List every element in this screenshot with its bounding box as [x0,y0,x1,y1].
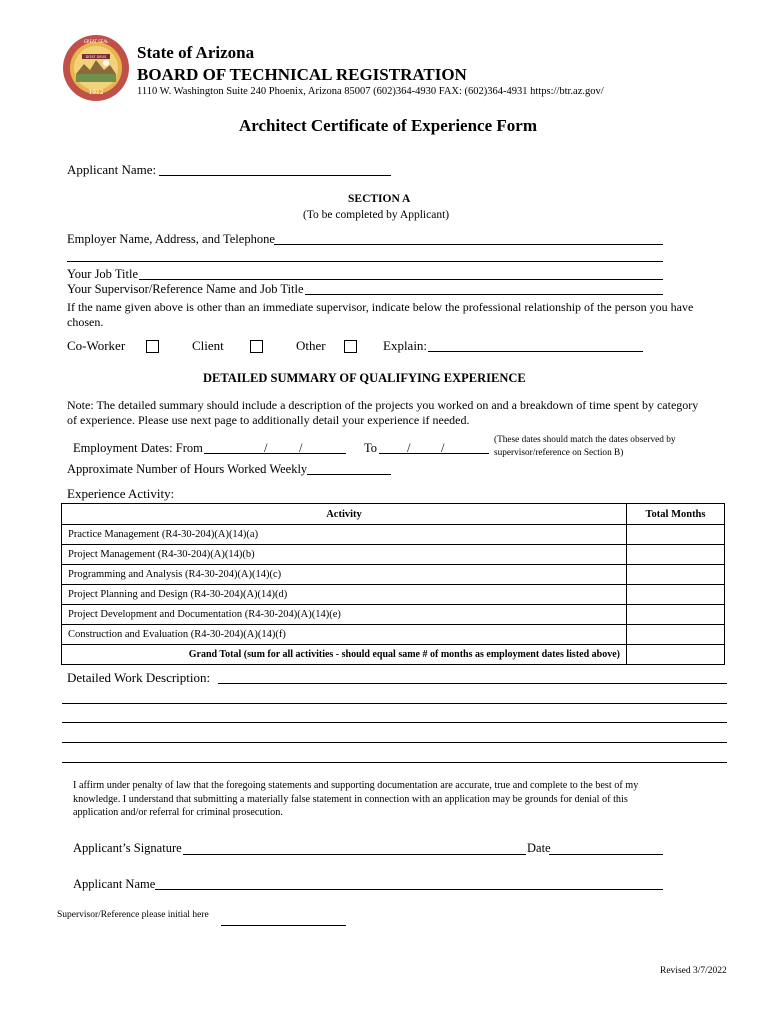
job-title-field[interactable] [139,279,663,280]
detailed-work-label: Detailed Work Description: [67,670,211,685]
option-client-label: Client [192,338,224,353]
hours-label: Approximate Number of Hours Worked Weekly [67,462,308,476]
applicant-name-label: Applicant Name: [67,162,157,177]
activity-cell: Practice Management (R4-30-204)(A)(14)(a) [62,525,627,545]
summary-note: Note: The detailed summary should include a description of the projects you worked on and a breakdown of time spent by category of experience. Please use next page to additionally detail your experience if needed. [67,398,699,427]
months-input-cell[interactable] [627,605,725,625]
table-row [62,565,725,585]
detailed-work-line-5[interactable] [62,762,727,763]
table-row [62,525,725,545]
grand-total-label: Grand Total (sum for all activities - should equal same # of months as employment dates listed above) [62,645,627,665]
svg-text:DITAT DEUS: DITAT DEUS [85,55,107,59]
svg-text:GREAT SEAL: GREAT SEAL [83,39,109,44]
job-title-label: Your Job Title [67,267,138,281]
activity-cell: Project Development and Documentation (R4-30-204)(A)(14)(e) [62,605,627,625]
activity-cell: Programming and Analysis (R4-30-204)(A)(14)(c) [62,565,627,585]
to-date-separator-1: / [407,441,411,455]
co-worker-checkbox[interactable] [146,340,159,353]
activity-cell: Project Planning and Design (R4-30-204)(A)(14)(d) [62,585,627,605]
months-input-cell[interactable] [627,625,725,645]
months-input-cell[interactable] [627,585,725,605]
employer-label: Employer Name, Address, and Telephone [67,232,275,246]
revised-date: Revised 3/7/2022 [660,966,727,976]
months-input-cell[interactable] [627,565,725,585]
supervisor-label: Your Supervisor/Reference Name and Job Title [67,282,304,296]
to-date-separator-2: / [441,441,445,455]
table-row [62,625,725,645]
dates-note: (These dates should match the dates observed by supervisor/reference on Section B) [494,435,676,458]
supervisor-field[interactable] [305,294,663,295]
to-date-field[interactable] [379,453,489,454]
section-a-subtitle: (To be completed by Applicant) [303,209,450,221]
option-other-label: Other [296,338,326,353]
client-checkbox[interactable] [250,340,263,353]
employer-field-line-2[interactable] [67,261,663,262]
summary-title: DETAILED SUMMARY OF QUALIFYING EXPERIENCE [203,371,526,385]
detailed-work-line-2[interactable] [62,703,727,704]
explain-field[interactable] [428,351,643,352]
table-row [62,545,725,565]
hours-field[interactable] [307,474,391,475]
form-title: Architect Certificate of Experience Form [239,116,537,135]
employment-dates-label: Employment Dates: From [73,441,203,455]
initial-field[interactable] [221,925,346,926]
activity-cell: Construction and Evaluation (R4-30-204)(A)(14)(f) [62,625,627,645]
detailed-work-field[interactable] [218,683,727,684]
grand-total-input-cell[interactable] [627,645,725,665]
to-label: To [364,441,378,455]
relationship-note: If the name given above is other than an immediate supervisor, indicate below the professional relationship of the person you have chosen. [67,300,694,329]
signature-label: Applicant’s Signature [73,841,182,855]
grand-total-row [62,645,725,665]
employer-field[interactable] [274,244,663,245]
state-name: State of Arizona [137,43,255,62]
total-months-column-header: Total Months [627,504,725,525]
experience-activity-label: Experience Activity: [67,486,175,501]
date-label: Date [527,841,551,855]
arizona-seal-logo [62,34,130,102]
table-row [62,585,725,605]
from-date-separator-1: / [264,441,268,455]
detailed-work-line-4[interactable] [62,742,727,743]
signature-field[interactable] [183,854,526,855]
board-name: BOARD OF TECHNICAL REGISTRATION [137,65,467,84]
applicant-name-field[interactable] [159,175,391,176]
date-field[interactable] [549,854,663,855]
board-address: 1110 W. Washington Suite 240 Phoenix, Arizona 85007 (602)364-4930 FAX: (602)364-4931 https://btr.az.gov/ [137,86,604,97]
initial-label: Supervisor/Reference please initial here [57,910,209,920]
explain-label: Explain: [383,338,428,353]
svg-text:1912: 1912 [88,89,104,96]
table-row [62,605,725,625]
from-date-field[interactable] [204,453,346,454]
detailed-work-line-3[interactable] [62,722,727,723]
months-input-cell[interactable] [627,525,725,545]
applicant-name-label-bottom: Applicant Name [73,877,156,891]
applicant-name-field-bottom[interactable] [155,889,663,890]
activity-column-header: Activity [62,504,627,525]
option-co-worker-label: Co-Worker [67,338,126,353]
other-checkbox[interactable] [344,340,357,353]
months-input-cell[interactable] [627,545,725,565]
activity-table [61,503,725,665]
activity-cell: Project Management (R4-30-204)(A)(14)(b) [62,545,627,565]
section-a-title: SECTION A [348,193,411,205]
from-date-separator-2: / [299,441,303,455]
affirmation-text: I affirm under penalty of law that the foregoing statements and supporting documentation are accurate, true and complete to the best of my knowledge. I understand that submitting a materially false statement in connection with an application may be grounds for denial of this application and/or referral for criminal prosecution. [73,780,639,818]
